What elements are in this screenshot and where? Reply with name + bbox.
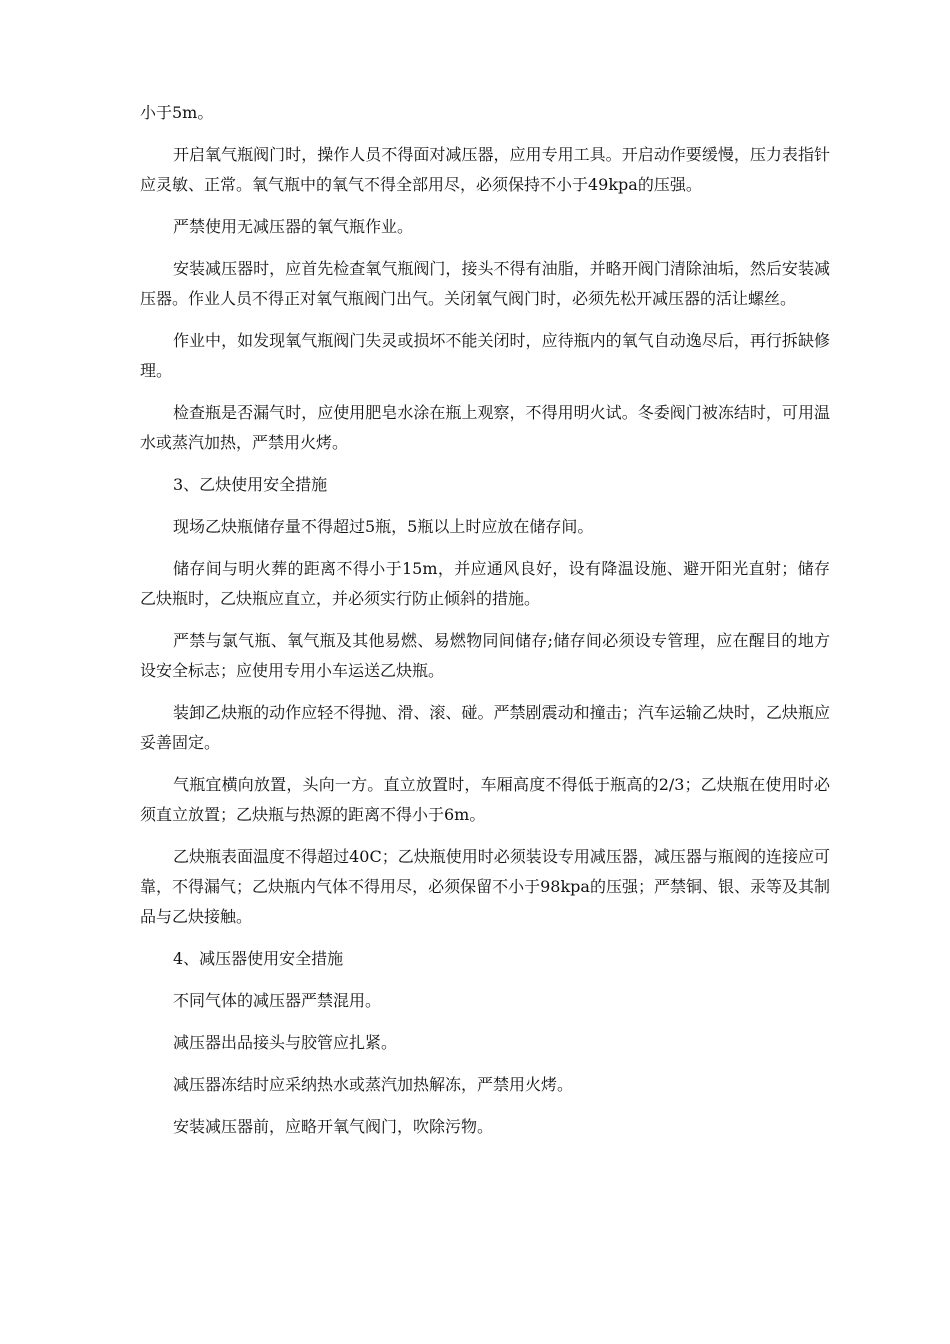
paragraph: 严禁与氯气瓶、氧气瓶及其他易燃、易燃物同间储存;储存间必须设专管理，应在醒目的地方设安全标志；应使用专用小车运送乙炔瓶。 [140, 631, 830, 680]
paragraph: 不同气体的减压器严禁混用。 [173, 991, 382, 1010]
section-heading: 4、减压器使用安全措施 [173, 949, 344, 968]
paragraph: 装卸乙炔瓶的动作应轻不得抛、滑、滚、碰。严禁剧震动和撞击；汽车运输乙炔时，乙炔瓶应妥善固定。 [140, 703, 830, 752]
paragraph: 储存间与明火葬的距离不得小于15m，并应通风良好，设有降温设施、避开阳光直射；储存乙炔瓶时，乙炔瓶应直立，并必须实行防止倾斜的措施。 [140, 559, 830, 608]
paragraph: 气瓶宜横向放置，头向一方。直立放置时，车厢高度不得低于瓶高的2/3；乙炔瓶在使用时必须直立放置；乙炔瓶与热源的距离不得小于6m。 [140, 775, 830, 824]
document-page [140, 98, 830, 1154]
paragraph: 安装减压器时，应首先检查氧气瓶阀门，接头不得有油脂，并略开阀门清除油垢，然后安装减压器。作业人员不得正对氧气瓶阀门出气。关闭氧气阀门时，必须先松开减压器的活让螺丝。 [140, 259, 830, 308]
paragraph: 检查瓶是否漏气时，应使用肥皂水涂在瓶上观察，不得用明火试。冬委阀门被冻结时，可用温水或蒸汽加热，严禁用火烤。 [140, 403, 830, 452]
paragraph: 现场乙炔瓶储存量不得超过5瓶，5瓶以上时应放在储存间。 [173, 517, 594, 536]
paragraph: 严禁使用无减压器的氧气瓶作业。 [173, 217, 414, 236]
section-heading: 3、乙炔使用安全措施 [173, 475, 328, 494]
paragraph: 乙炔瓶表面温度不得超过40C；乙炔瓶使用时必须装设专用减压器，减压器与瓶阀的连接应可靠，不得漏气；乙炔瓶内气体不得用尽，必须保留不小于98kpa的压强；严禁铜、银、汞等及其制品与乙炔接触。 [140, 847, 830, 926]
paragraph: 开启氧气瓶阀门时，操作人员不得面对减压器，应用专用工具。开启动作要缓慢，压力表指针应灵敏、正常。氧气瓶中的氧气不得全部用尽，必须保持不小于49kpa的压强。 [140, 145, 830, 194]
paragraph: 作业中，如发现氧气瓶阀门失灵或损坏不能关闭时，应待瓶内的氧气自动逸尽后，再行拆缺修理。 [140, 331, 830, 380]
paragraph-continuation: 小于5m。 [140, 103, 214, 122]
paragraph: 减压器出品接头与胶管应扎紧。 [173, 1033, 398, 1052]
paragraph: 减压器冻结时应采纳热水或蒸汽加热解冻，严禁用火烤。 [173, 1075, 574, 1094]
paragraph: 安装减压器前，应略开氧气阀门，吹除污物。 [173, 1117, 494, 1136]
